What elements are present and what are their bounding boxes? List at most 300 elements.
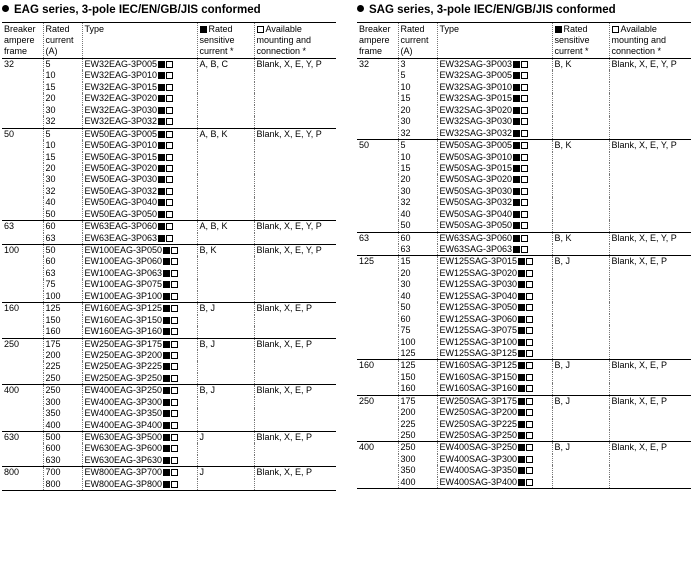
open-square-icon [171, 469, 178, 476]
mounting-cell: Blank, X, E, P [609, 395, 691, 407]
sensitive-cell: B, J [197, 385, 254, 397]
type-cell [82, 59, 197, 71]
type-cell [437, 128, 552, 140]
table-row [2, 268, 336, 279]
type-code: EW32EAG-3P015 [84, 81, 158, 92]
table-row [357, 268, 691, 279]
open-square-icon [521, 154, 528, 161]
mounting-cell [609, 197, 691, 208]
type-cell [437, 430, 552, 442]
current-cell: 32 [43, 116, 82, 128]
table-row [2, 128, 336, 140]
current-cell: 40 [43, 197, 82, 208]
table-row [357, 82, 691, 93]
filled-square-icon [518, 258, 525, 265]
type-cell [437, 407, 552, 418]
frame-cell [2, 116, 43, 128]
mounting-cell [609, 314, 691, 325]
filled-square-icon [158, 107, 165, 114]
table-row [357, 442, 691, 454]
type-cell [437, 82, 552, 93]
frame-cell [357, 383, 398, 395]
open-square-icon [166, 176, 173, 183]
type-code: EW250EAG-3P225 [84, 361, 163, 372]
sensitive-cell [197, 455, 254, 467]
current-cell: 30 [43, 105, 82, 116]
type-code: EW125SAG-3P040 [439, 290, 518, 301]
mounting-cell [609, 279, 691, 290]
sensitive-cell [552, 325, 609, 336]
filled-square-icon [513, 235, 520, 242]
filled-square-icon [513, 154, 520, 161]
filled-square-icon [163, 352, 170, 359]
current-cell: 15 [43, 82, 82, 93]
type-code: EW63SAG-3P060 [439, 232, 513, 243]
frame-cell [2, 479, 43, 491]
open-square-icon [166, 95, 173, 102]
type-code: EW63EAG-3P060 [84, 221, 158, 232]
filled-square-icon [158, 188, 165, 195]
current-cell: 800 [43, 479, 82, 491]
current-cell: 125 [43, 303, 82, 315]
mounting-cell [609, 465, 691, 476]
sensitive-cell: B, K [552, 140, 609, 152]
open-square-icon [171, 387, 178, 394]
mounting-cell [609, 186, 691, 197]
mounting-cell [254, 291, 336, 303]
mounting-cell [254, 256, 336, 267]
mounting-cell: Blank, X, E, P [254, 303, 336, 315]
sensitive-cell [197, 326, 254, 338]
table-row [357, 174, 691, 185]
frame-cell: 800 [2, 467, 43, 479]
open-square-icon [526, 327, 533, 334]
type-code: EW50EAG-3P005 [84, 128, 158, 139]
open-square-icon [526, 421, 533, 428]
open-square-icon [166, 107, 173, 114]
frame-cell [2, 397, 43, 408]
frame-cell: 160 [357, 360, 398, 372]
type-cell [82, 338, 197, 350]
type-cell [437, 93, 552, 104]
sag-series-panel [357, 0, 691, 489]
current-cell: 160 [398, 383, 437, 395]
filled-square-icon [518, 409, 525, 416]
filled-square-icon [513, 130, 520, 137]
type-code: EW50SAG-3P020 [439, 174, 513, 185]
filled-square-icon [163, 469, 170, 476]
sensitive-cell [197, 116, 254, 128]
type-code: EW100EAG-3P075 [84, 279, 163, 290]
filled-square-icon [158, 142, 165, 149]
header-sensitive [197, 23, 254, 59]
current-cell: 200 [43, 350, 82, 361]
filled-square-icon [158, 165, 165, 172]
open-square-icon [612, 26, 619, 33]
frame-cell [357, 268, 398, 279]
mounting-cell [254, 197, 336, 208]
filled-square-icon [158, 154, 165, 161]
current-cell: 100 [43, 291, 82, 303]
mounting-cell [254, 361, 336, 372]
type-cell [437, 220, 552, 232]
open-square-icon [521, 118, 528, 125]
current-cell: 250 [398, 442, 437, 454]
current-cell: 400 [43, 420, 82, 432]
current-cell: 225 [43, 361, 82, 372]
filled-square-icon [158, 235, 165, 242]
sensitive-cell [552, 372, 609, 383]
current-cell: 50 [43, 209, 82, 221]
table-row [2, 338, 336, 350]
type-cell [437, 163, 552, 174]
table-row [357, 465, 691, 476]
open-square-icon [521, 72, 528, 79]
current-cell: 5 [398, 70, 437, 81]
frame-cell [357, 105, 398, 116]
type-cell [437, 419, 552, 430]
current-cell: 125 [398, 348, 437, 360]
mounting-cell [609, 348, 691, 360]
type-code: EW32SAG-3P003 [439, 59, 513, 69]
filled-square-icon [518, 293, 525, 300]
filled-square-icon [518, 421, 525, 428]
frame-cell [357, 407, 398, 418]
current-cell: 40 [398, 209, 437, 220]
frame-cell [357, 244, 398, 256]
sensitive-cell [552, 105, 609, 116]
open-square-icon [521, 211, 528, 218]
frame-cell [2, 70, 43, 81]
type-code: EW32SAG-3P020 [439, 104, 513, 115]
mounting-cell [254, 315, 336, 326]
sensitive-cell [552, 163, 609, 174]
type-cell [82, 245, 197, 257]
filled-square-icon [158, 61, 165, 68]
frame-cell [357, 163, 398, 174]
type-code: EW125SAG-3P060 [439, 313, 518, 324]
type-cell [82, 315, 197, 326]
filled-square-icon [513, 142, 520, 149]
frame-cell [2, 279, 43, 290]
type-code: EW400EAG-3P400 [84, 419, 163, 430]
type-code: EW160SAG-3P125 [439, 360, 518, 371]
sensitive-cell [197, 256, 254, 267]
table-row [357, 197, 691, 208]
type-code: EW160EAG-3P160 [84, 326, 163, 337]
table-row [2, 291, 336, 303]
mounting-cell: Blank, X, E, Y, P [609, 140, 691, 152]
type-code: EW400SAG-3P250 [439, 442, 518, 453]
sensitive-cell: B, J [197, 338, 254, 350]
type-code: EW125SAG-3P020 [439, 267, 518, 278]
sensitive-cell: B, J [197, 303, 254, 315]
current-cell: 15 [398, 256, 437, 268]
open-square-icon [526, 362, 533, 369]
mounting-cell [609, 82, 691, 93]
filled-square-icon [518, 350, 525, 357]
filled-square-icon [163, 281, 170, 288]
table-row [357, 220, 691, 232]
type-code: EW800EAG-3P800 [84, 478, 163, 489]
open-square-icon [171, 352, 178, 359]
type-cell [437, 395, 552, 407]
table-row [357, 59, 691, 71]
table-row [2, 397, 336, 408]
current-cell: 350 [43, 408, 82, 419]
type-cell [82, 303, 197, 315]
sensitive-cell: J [197, 432, 254, 444]
frame-cell [357, 128, 398, 140]
frame-cell: 125 [357, 256, 398, 268]
table-row [2, 105, 336, 116]
filled-square-icon [163, 247, 170, 254]
mounting-cell [609, 430, 691, 442]
frame-cell: 630 [2, 432, 43, 444]
sensitive-cell [197, 197, 254, 208]
open-square-icon [166, 61, 173, 68]
filled-square-icon [518, 374, 525, 381]
mounting-cell [609, 93, 691, 104]
type-code: EW630EAG-3P600 [84, 443, 163, 454]
sensitive-cell [552, 186, 609, 197]
type-code: EW50EAG-3P050 [84, 208, 158, 219]
frame-cell [357, 174, 398, 185]
sensitive-cell: B, J [552, 256, 609, 268]
table-row [2, 408, 336, 419]
type-code: EW32SAG-3P032 [439, 127, 513, 138]
filled-square-icon [163, 293, 170, 300]
frame-cell [357, 419, 398, 430]
table-row [357, 116, 691, 127]
sensitive-cell [197, 70, 254, 81]
current-cell: 100 [398, 337, 437, 348]
bullet-icon [2, 5, 9, 12]
filled-square-icon [158, 95, 165, 102]
table-row [357, 360, 691, 372]
open-square-icon [171, 445, 178, 452]
sensitive-cell [552, 244, 609, 256]
table-row [357, 163, 691, 174]
filled-square-icon [163, 375, 170, 382]
frame-cell [357, 372, 398, 383]
header-sensitive-text: Rated sensitive current * [554, 24, 590, 56]
type-cell [82, 467, 197, 479]
current-cell: 15 [398, 163, 437, 174]
type-code: EW50EAG-3P030 [84, 174, 158, 185]
filled-square-icon [518, 362, 525, 369]
table-row [357, 419, 691, 430]
open-square-icon [526, 316, 533, 323]
type-cell [437, 186, 552, 197]
frame-cell: 32 [2, 59, 43, 71]
open-square-icon [166, 211, 173, 218]
current-cell: 250 [43, 385, 82, 397]
header-type: Type [437, 23, 552, 59]
sensitive-cell [552, 116, 609, 127]
type-cell [82, 82, 197, 93]
mounting-cell: Blank, X, E, P [609, 360, 691, 372]
table-row [2, 82, 336, 93]
sensitive-cell [197, 443, 254, 454]
mounting-cell [254, 350, 336, 361]
mounting-cell [254, 420, 336, 432]
frame-cell [2, 373, 43, 385]
type-cell [82, 116, 197, 128]
mounting-cell: Blank, X, E, Y, P [254, 59, 336, 71]
table-row [2, 479, 336, 491]
mounting-cell [254, 455, 336, 467]
mounting-cell: Blank, X, E, Y, P [254, 245, 336, 257]
sensitive-cell [552, 93, 609, 104]
table-row [2, 163, 336, 174]
frame-cell [2, 82, 43, 93]
open-square-icon [526, 374, 533, 381]
panel-title-text: EAG series, 3-pole IEC/EN/GB/JIS conformed [14, 4, 261, 16]
sensitive-cell: A, B, C [197, 59, 254, 71]
sensitive-cell: B, K [197, 245, 254, 257]
frame-cell [2, 105, 43, 116]
filled-square-icon [158, 72, 165, 79]
current-cell: 32 [398, 128, 437, 140]
type-code: EW250SAG-3P225 [439, 418, 518, 429]
filled-square-icon [163, 363, 170, 370]
sensitive-cell [197, 163, 254, 174]
current-cell: 30 [398, 186, 437, 197]
filled-square-icon [518, 456, 525, 463]
type-cell [82, 105, 197, 116]
open-square-icon [166, 84, 173, 91]
table-row [2, 385, 336, 397]
mounting-cell [254, 174, 336, 185]
filled-square-icon [163, 457, 170, 464]
type-cell [437, 314, 552, 325]
frame-cell [357, 70, 398, 81]
mounting-cell [609, 477, 691, 489]
header-mounting [254, 23, 336, 59]
mounting-cell [609, 325, 691, 336]
table-row [357, 291, 691, 302]
type-cell [82, 163, 197, 174]
eag-table [2, 22, 336, 491]
current-cell: 600 [43, 443, 82, 454]
frame-cell [2, 443, 43, 454]
filled-square-icon [518, 304, 525, 311]
current-cell: 250 [398, 430, 437, 442]
sensitive-cell [552, 279, 609, 290]
type-cell [82, 443, 197, 454]
type-code: EW32SAG-3P005 [439, 70, 513, 81]
sensitive-cell [552, 348, 609, 360]
frame-cell [2, 326, 43, 338]
filled-square-icon [513, 84, 520, 91]
current-cell: 15 [398, 93, 437, 104]
type-code: EW50SAG-3P010 [439, 151, 513, 162]
header-mounting [609, 23, 691, 59]
open-square-icon [521, 95, 528, 102]
table-row [357, 325, 691, 336]
current-cell: 50 [398, 220, 437, 232]
current-cell: 200 [398, 407, 437, 418]
sensitive-cell: A, B, K [197, 128, 254, 140]
frame-cell [357, 430, 398, 442]
mounting-cell [609, 152, 691, 163]
mounting-cell [609, 209, 691, 220]
table-row [2, 221, 336, 233]
mounting-cell [254, 443, 336, 454]
table-row [357, 314, 691, 325]
current-cell: 63 [43, 268, 82, 279]
type-code: EW50EAG-3P010 [84, 140, 158, 151]
table-row [2, 140, 336, 151]
type-cell [82, 420, 197, 432]
open-square-icon [521, 222, 528, 229]
table-row [357, 105, 691, 116]
mounting-cell [254, 233, 336, 245]
open-square-icon [171, 281, 178, 288]
type-cell [437, 209, 552, 220]
sensitive-cell [552, 302, 609, 313]
type-code: EW32EAG-3P010 [84, 70, 158, 81]
type-code: EW250EAG-3P250 [84, 372, 163, 383]
open-square-icon [257, 26, 264, 33]
table-row [357, 383, 691, 395]
frame-cell [2, 291, 43, 303]
current-cell: 63 [398, 244, 437, 256]
current-cell: 20 [43, 163, 82, 174]
mounting-cell [609, 174, 691, 185]
filled-square-icon [513, 72, 520, 79]
table-row [2, 256, 336, 267]
header-current: Rated current (A) [398, 23, 437, 59]
type-code: EW630EAG-3P630 [84, 454, 163, 465]
sensitive-cell: J [197, 467, 254, 479]
sensitive-cell: B, K [552, 232, 609, 244]
filled-square-icon [518, 270, 525, 277]
header-current: Rated current (A) [43, 23, 82, 59]
table-row [2, 116, 336, 128]
table-row [357, 477, 691, 489]
mounting-cell [609, 116, 691, 127]
open-square-icon [526, 432, 533, 439]
table-row [2, 279, 336, 290]
filled-square-icon [518, 281, 525, 288]
sensitive-cell [552, 220, 609, 232]
filled-square-icon [163, 445, 170, 452]
frame-cell [2, 361, 43, 372]
type-cell [437, 337, 552, 348]
frame-cell: 400 [357, 442, 398, 454]
open-square-icon [521, 176, 528, 183]
type-cell [82, 291, 197, 303]
mounting-cell [609, 419, 691, 430]
mounting-cell [609, 128, 691, 140]
table-row [2, 361, 336, 372]
sensitive-cell [197, 291, 254, 303]
type-cell [82, 268, 197, 279]
open-square-icon [166, 142, 173, 149]
table-row [357, 348, 691, 360]
sensitive-cell [552, 430, 609, 442]
open-square-icon [526, 385, 533, 392]
sensitive-cell: A, B, K [197, 221, 254, 233]
type-code: EW800EAG-3P700 [84, 467, 163, 478]
type-cell [82, 174, 197, 185]
type-cell [437, 442, 552, 454]
open-square-icon [166, 199, 173, 206]
type-code: EW100EAG-3P063 [84, 267, 163, 278]
type-cell [82, 70, 197, 81]
